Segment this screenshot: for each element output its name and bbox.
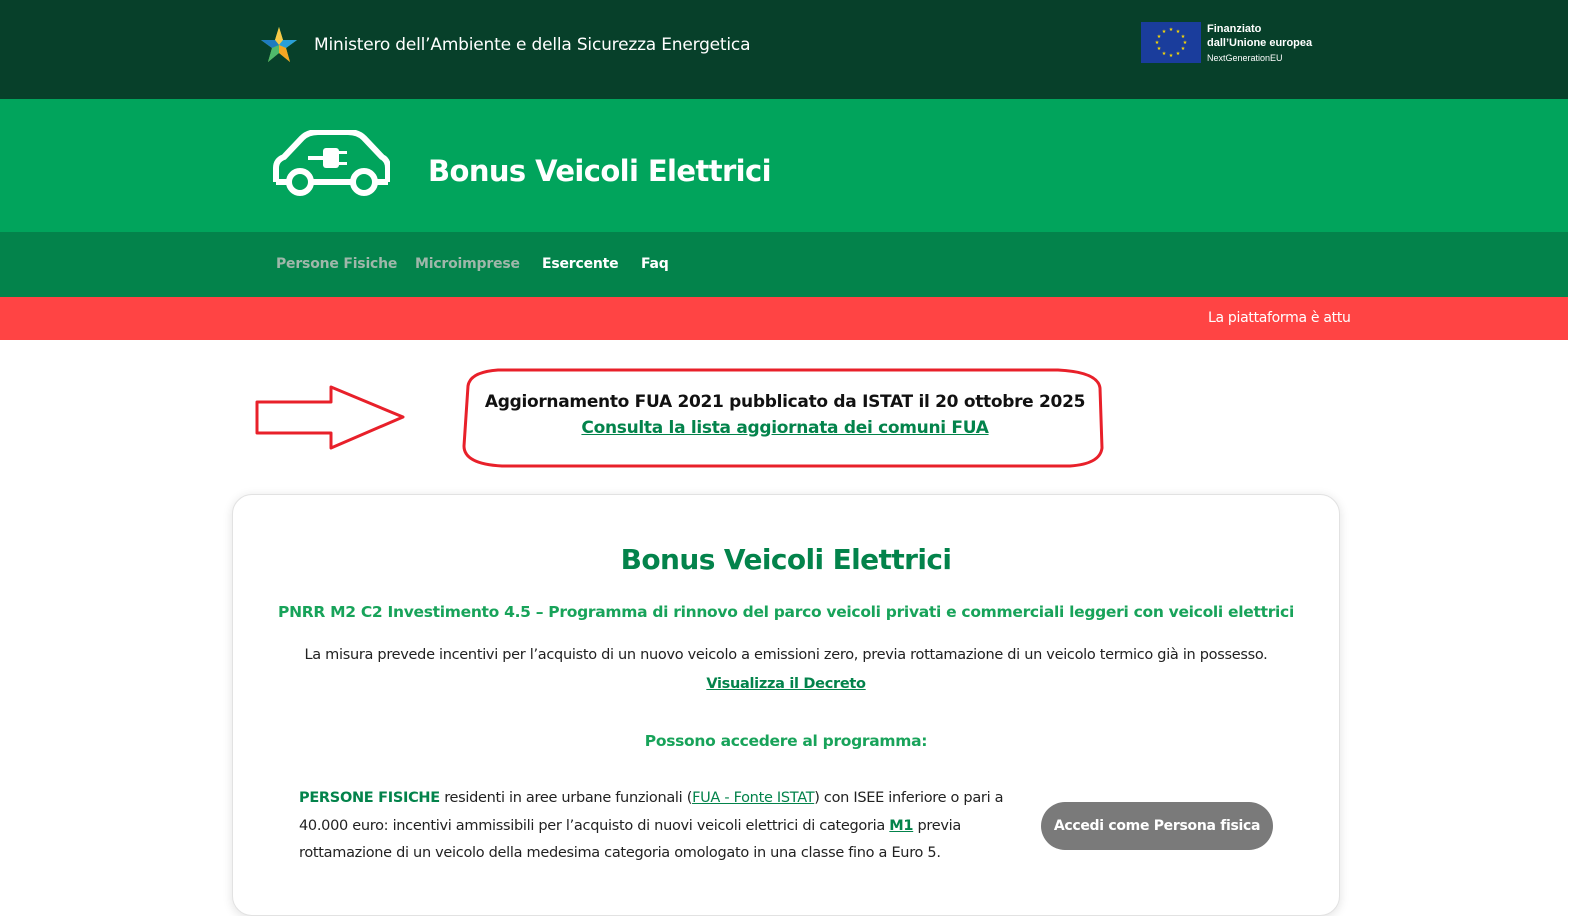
svg-text:★: ★ <box>1168 27 1174 33</box>
eligibility-text-2: ) con ISEE inferiore o pari a 40.000 euro: incentivi ammissibili per l’acquisto di nuovi veicoli elettrici di categoria <box>299 790 1004 834</box>
ministry-star-logo-icon <box>258 26 300 64</box>
svg-text:★: ★ <box>1182 40 1188 46</box>
eligibility-text-1: residenti in aree urbane funzionali ( <box>439 790 693 806</box>
card-title: Bonus Veicoli Elettrici <box>620 543 952 576</box>
fua-list-link[interactable]: Consulta la lista aggiornata dei comuni FUA <box>581 418 989 438</box>
fua-istat-link[interactable]: FUA - Fonte ISTAT <box>692 790 815 806</box>
decree-link-wrapper <box>233 673 1339 692</box>
nav-microimprese[interactable]: Microimprese <box>415 256 520 272</box>
nav-faq[interactable]: Faq <box>641 256 669 272</box>
eu-funding-line1: Finanziato <box>1207 23 1262 35</box>
decree-link[interactable]: Visualizza il Decreto <box>706 676 866 692</box>
hero-title: Bonus Veicoli Elettrici <box>428 154 771 188</box>
svg-text:★: ★ <box>1180 46 1186 52</box>
card-subtitle: PNRR M2 C2 Investimento 4.5 – Programma di rinnovo del parco veicoli privati e commerciali leggeri con veicoli elettrici <box>278 603 1294 621</box>
alert-banner <box>0 297 1568 340</box>
svg-text:★: ★ <box>1156 34 1162 40</box>
alert-text: La piattaforma è attu <box>1208 310 1351 326</box>
electric-car-icon[interactable] <box>268 130 390 198</box>
notice-title: Aggiornamento FUA 2021 pubblicato da ISTAT il 20 ottobre 2025 <box>484 392 1086 412</box>
svg-text:★: ★ <box>1175 51 1181 57</box>
eu-funding-badge <box>1141 22 1312 66</box>
access-persona-fisica-button[interactable]: Accedi come Persona fisica <box>1041 802 1273 850</box>
access-heading: Possono accedere al programma: <box>644 732 928 750</box>
eligibility-text-3: previa rottamazione di un veicolo della medesima categoria omologato in una classe fino a Euro 5. <box>299 817 961 861</box>
eligibility-strong: PERSONE FISICHE <box>299 790 440 806</box>
ministry-header <box>0 0 1568 99</box>
category-m1-link[interactable]: M1 <box>889 817 914 834</box>
eu-funding-line3: NextGenerationEU <box>1207 53 1283 63</box>
card-description: La misura prevede incentivi per l’acquisto di un nuovo veicolo a emissioni zero, previa rottamazione di un veicolo termico già in possesso. <box>304 647 1268 663</box>
nav-esercente[interactable]: Esercente <box>542 256 619 272</box>
alert-marquee <box>1208 297 1352 340</box>
eu-funding-line2: dall’Unione europea <box>1207 37 1313 49</box>
ministry-brand[interactable] <box>258 26 750 64</box>
svg-text:★: ★ <box>1161 51 1167 57</box>
site-header <box>0 99 1568 232</box>
annotation-arrow-icon <box>254 384 408 452</box>
svg-text:★: ★ <box>1156 46 1162 52</box>
eu-flag-icon <box>1141 22 1201 63</box>
svg-text:★: ★ <box>1161 29 1167 35</box>
svg-text:★: ★ <box>1175 29 1181 35</box>
ministry-name: Ministero dell’Ambiente e della Sicurezza Energetica <box>314 35 751 55</box>
svg-text:★: ★ <box>1154 40 1160 46</box>
svg-text:★: ★ <box>1168 53 1174 59</box>
svg-text:★: ★ <box>1180 34 1186 40</box>
fua-update-notice <box>460 392 1110 438</box>
eligibility-persone-fisiche <box>299 785 1019 868</box>
program-info-card <box>232 494 1340 916</box>
main-navigation <box>0 232 1568 297</box>
nav-persone-fisiche[interactable]: Persone Fisiche <box>276 256 398 272</box>
